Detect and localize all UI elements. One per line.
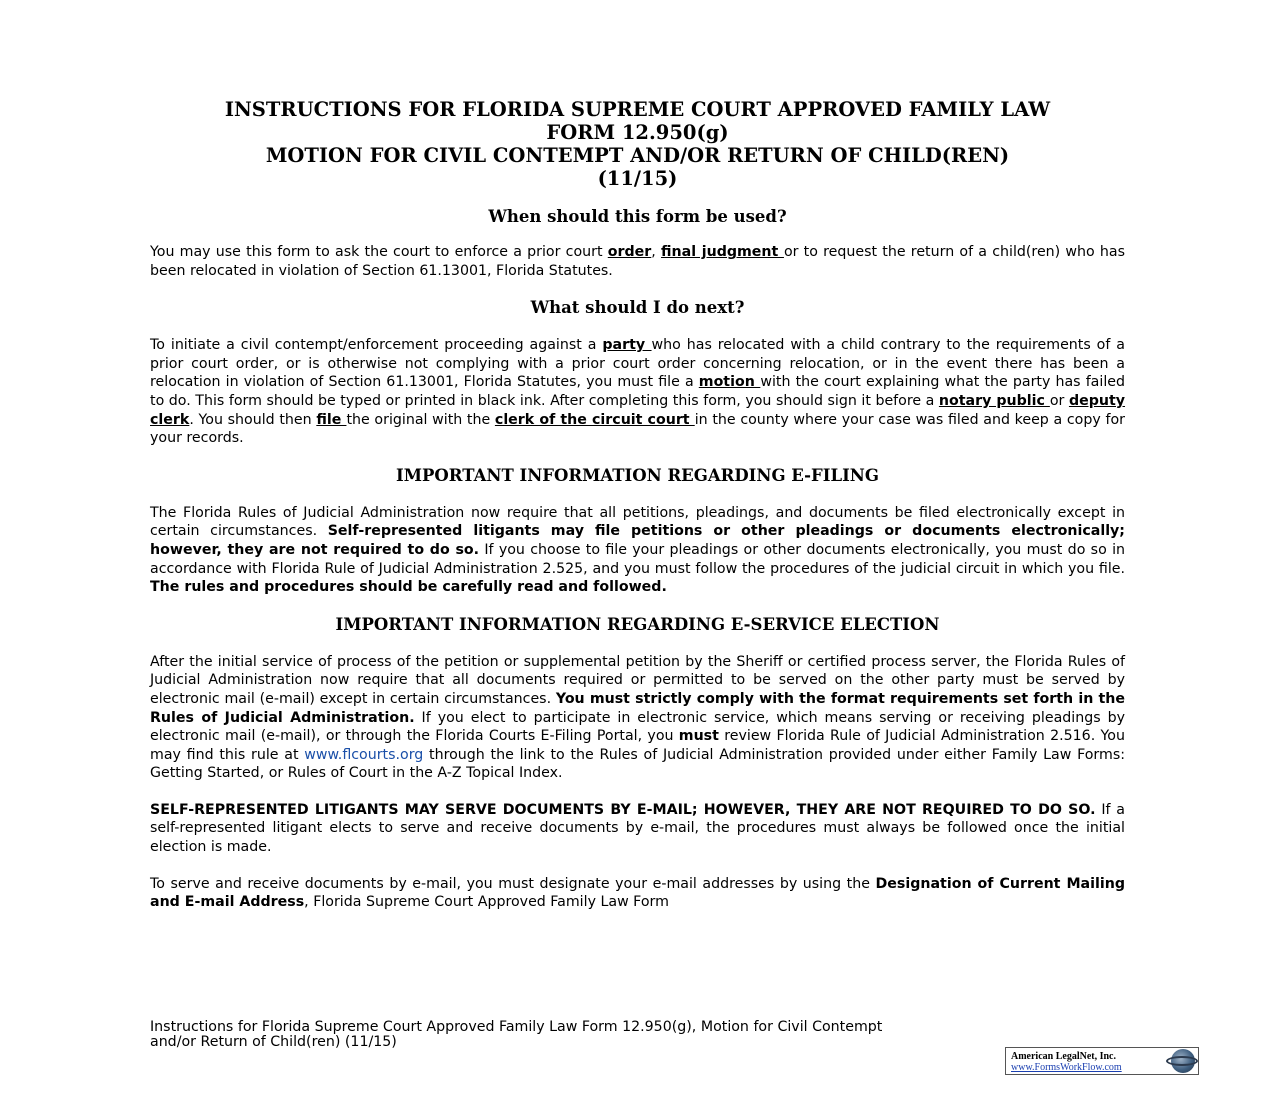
paragraph-self-represented (150, 801, 1125, 857)
bold-text: You must strictly comply with the format requirements set forth in the Rules of Judicial Administration. (150, 690, 1125, 726)
text: with the court explaining what the party has failed to do. This form should be typed or printed in black ink. After completing this form, you should sign it before a (150, 374, 1125, 409)
bold-text: Designation of Current Mailing and E-mail Address (150, 875, 1125, 911)
text: If a self-represented litigant elects to serve and receive documents by e-mail, the procedures must always be followed once the initial election is made. (150, 801, 1125, 856)
title-line-1: INSTRUCTIONS FOR FLORIDA SUPREME COURT APPROVED FAMILY LAW (224, 98, 1051, 121)
heading-e-service: IMPORTANT INFORMATION REGARDING E-SERVICE ELECTION (335, 614, 940, 634)
text: After the initial service of process of the petition or supplemental petition by the Sheriff or certified process server, the Florida Rules of Judicial Administration now require that all documents required or permitted to be served on the other party must be served by electronic mail (e-mail) except in certain circumstances. (150, 653, 1125, 707)
bold-text: SELF-REPRESENTED LITIGANTS MAY SERVE DOCUMENTS BY E-MAIL; HOWEVER, THEY ARE NOT REQUIRED TO DO SO. (150, 801, 1096, 818)
text: The Florida Rules of Judicial Administration now require that all petitions, pleadings, and documents be filed electronically except in certain circumstances. (150, 504, 1125, 540)
text: To initiate a civil contempt/enforcement proceeding against a (150, 337, 603, 354)
paragraph-when-used (150, 243, 1125, 280)
text: or (1049, 392, 1069, 409)
term-order: order (607, 244, 652, 260)
term-deputy-clerk: deputy clerk (150, 392, 1126, 428)
text: If you elect to participate in electronic service, which means serving or receiving pleadings by electronic mail (e-mail), or through the Florida Courts E-Filing Portal, you (150, 709, 1125, 745)
text: or to request the return of a child(ren) who has been relocated in violation of Section 61.13001, Florida Statutes. (150, 244, 1125, 279)
footer-line-1: Instructions for Florida Supreme Court Approved Family Law Form 12.950(g), Motion for Civil Contempt (150, 1019, 883, 1035)
bold-text: The rules and procedures should be carefully read and followed. (150, 579, 667, 596)
text: who has relocated with a child contrary to the requirements of a prior court order, or is otherwise not complying with a prior court order concerning relocation, or in the event there has been a relocation in violation of Section 61.13001, Florida Statutes, you must file a (150, 337, 1125, 391)
text: , (651, 244, 662, 260)
text: . You should then (189, 411, 317, 428)
text: To serve and receive documents by e-mail, you must designate your e-mail addresses by using the (150, 875, 876, 892)
term-clerk-of-circuit-court: clerk of the circuit court (494, 411, 695, 428)
badge-company-name: American LegalNet, Inc. (1011, 1051, 1116, 1062)
term-file: file (316, 411, 347, 428)
term-final-judgment: final judgment (661, 244, 784, 260)
text: If you choose to file your pleadings or other documents electronically, you must do so in accordance with Florida Rule of Judicial Administration 2.525, and you must follow the procedures of the judicial circuit in which you file. (150, 541, 1125, 577)
heading-what-next: What should I do next? (530, 298, 745, 318)
bold-text: must (678, 728, 719, 745)
paragraph-e-service (150, 653, 1125, 783)
page-footer (150, 1020, 1125, 1050)
document-title (150, 98, 1125, 190)
footer-line-2: and/or Return of Child(ren) (11/15) (150, 1034, 397, 1050)
title-line-4: (11/15) (597, 167, 678, 190)
heading-when-used: When should this form be used? (488, 207, 787, 226)
paragraph-what-next (150, 336, 1125, 448)
forms-workflow-badge[interactable] (1005, 1047, 1199, 1075)
text: the original with the (346, 411, 495, 428)
globe-ring-icon (1166, 1056, 1198, 1066)
document-page (150, 98, 1125, 912)
flcourts-link[interactable]: www.flcourts.org (304, 746, 424, 763)
text: You may use this form to ask the court to enforce a prior court (150, 244, 608, 260)
text: through the link to the Rules of Judicial Administration provided under either Family Law Forms: Getting Started, or Rules of Court in the A-Z Topical Index. (150, 746, 1125, 782)
title-line-2: FORM 12.950(g) (546, 121, 729, 144)
title-line-3: MOTION FOR CIVIL CONTEMPT AND/OR RETURN OF CHILD(REN) (265, 144, 1010, 167)
bold-text: Self-represented litigants may file petitions or other pleadings or documents electronically; however, they are not required to do so. (150, 523, 1125, 558)
paragraph-e-filing (150, 504, 1125, 597)
term-motion: motion (698, 374, 761, 391)
text: in the county where your case was filed and keep a copy for your records. (150, 411, 1125, 447)
heading-e-filing: IMPORTANT INFORMATION REGARDING E-FILING (396, 465, 879, 485)
badge-url-link[interactable]: www.FormsWorkFlow.com (1011, 1062, 1122, 1073)
term-notary-public: notary public (938, 392, 1050, 409)
term-party: party (602, 337, 652, 354)
paragraph-designation (150, 875, 1125, 912)
text: review Florida Rule of Judicial Administration 2.516. You may find this rule at (150, 728, 1125, 763)
text: , Florida Supreme Court Approved Family Law Form (304, 894, 669, 911)
